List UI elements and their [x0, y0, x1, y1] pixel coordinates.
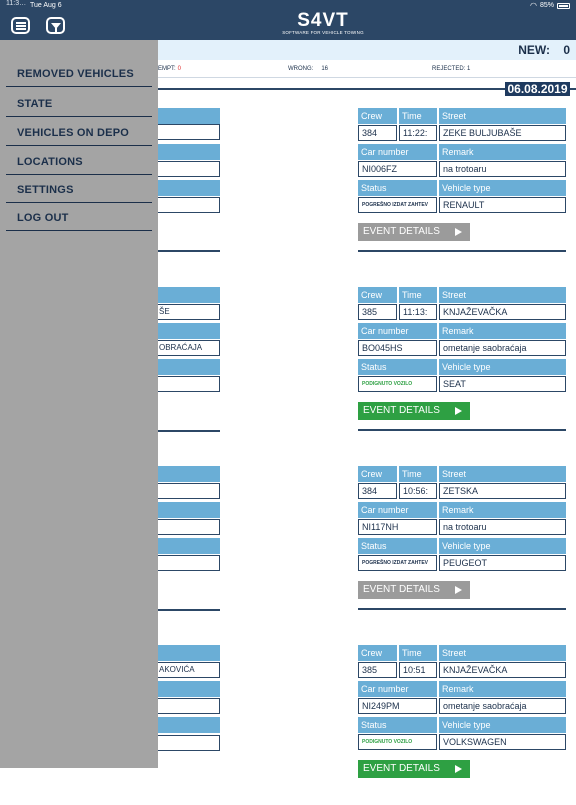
logo-title: S4VT: [297, 10, 349, 31]
car-number-value: NI117NH: [358, 519, 437, 535]
time-header: Time: [399, 466, 437, 482]
battery-icon: [557, 3, 570, 9]
remark-value: ometanje saobraćaja: [439, 340, 566, 356]
left-value: OBRAĆAJA: [150, 340, 220, 356]
street-header: Street: [439, 645, 566, 661]
status-time: 11:3…: [6, 0, 27, 7]
divider: [358, 429, 566, 431]
vehicle-type-header: Vehicle type: [439, 359, 566, 375]
left-value: ŠE: [150, 304, 220, 320]
left-value: [150, 124, 220, 140]
status-header: Status: [358, 359, 437, 375]
event-card: [358, 466, 568, 626]
event-details-label: EVENT DETAILS: [363, 584, 440, 595]
drawer-item-settings[interactable]: [6, 181, 152, 203]
play-arrow-icon: [455, 765, 462, 773]
status-value: PODIGNUTO VOZILO: [358, 734, 437, 750]
divider: [358, 250, 566, 252]
date-label: 06.08.2019: [505, 82, 570, 96]
drawer-item-removed-vehicles[interactable]: [6, 65, 152, 87]
filter-icon: [51, 23, 61, 29]
divider: [150, 250, 220, 252]
left-value: [150, 197, 220, 213]
car-number-value: NI249PM: [358, 698, 437, 714]
left-header: [150, 466, 220, 482]
hamburger-icon: [16, 22, 26, 30]
left-value: [150, 555, 220, 571]
stat-wrong: [288, 66, 328, 72]
battery-percent: 85%: [539, 2, 554, 9]
vehicle-type-header: Vehicle type: [439, 538, 566, 554]
status-date: Tue Aug 6: [30, 2, 62, 9]
remark-header: Remark: [439, 144, 566, 160]
new-count: 0: [563, 43, 570, 57]
time-header: Time: [399, 108, 437, 124]
crew-header: Crew: [358, 108, 397, 124]
left-value: [150, 161, 220, 177]
stat-wrong-label: WRONG:: [288, 66, 314, 72]
vehicle-type-header: Vehicle type: [439, 180, 566, 196]
crew-header: Crew: [358, 645, 397, 661]
left-value: [150, 735, 220, 751]
street-value: KNJAŽEVAČKA: [439, 662, 566, 678]
left-header: [150, 538, 220, 554]
remark-value: na trotoaru: [439, 161, 566, 177]
side-drawer: [0, 40, 158, 768]
left-header: [150, 144, 220, 160]
drawer-item-vehicles-on-depo[interactable]: [6, 124, 152, 146]
time-value: 11:22:: [399, 125, 437, 141]
stat-rejected-value: 1: [467, 66, 471, 72]
filter-button[interactable]: [46, 17, 65, 34]
stat-rejected: [432, 66, 470, 72]
crew-value: 385: [358, 304, 397, 320]
stat-exempt: [158, 66, 181, 72]
event-card: [358, 287, 568, 447]
play-arrow-icon: [455, 407, 462, 415]
status-header: Status: [358, 538, 437, 554]
car-number-value: BO045HS: [358, 340, 437, 356]
event-details-button[interactable]: [358, 223, 470, 241]
left-value: [150, 376, 220, 392]
left-header: [150, 681, 220, 697]
vehicle-type-value: SEAT: [439, 376, 566, 392]
street-header: Street: [439, 287, 566, 303]
street-value: ZEKE BULJUBAŠE: [439, 125, 566, 141]
left-header: [150, 323, 220, 339]
drawer-item-label: REMOVED VEHICLES: [17, 68, 134, 80]
time-header: Time: [399, 287, 437, 303]
left-value: [150, 483, 220, 499]
logo-subtitle: SOFTWARE FOR VEHICLE TOWING: [282, 30, 364, 35]
app-header: [0, 0, 576, 40]
divider: [150, 430, 220, 432]
drawer-item-state[interactable]: [6, 95, 152, 117]
event-details-label: EVENT DETAILS: [363, 763, 440, 774]
remark-value: na trotoaru: [439, 519, 566, 535]
menu-button[interactable]: [11, 17, 30, 34]
drawer-item-label: VEHICLES ON DEPO: [17, 127, 129, 139]
crew-value: 384: [358, 483, 397, 499]
car-number-header: Car number: [358, 144, 437, 160]
event-card: [358, 108, 568, 268]
status-value: POGREŠNO IZDAT ZAHTEV: [358, 197, 437, 213]
left-header: [150, 180, 220, 196]
status-header: Status: [358, 717, 437, 733]
crew-value: 385: [358, 662, 397, 678]
divider: [358, 608, 566, 610]
street-header: Street: [439, 108, 566, 124]
left-header: [150, 502, 220, 518]
time-value: 10:51: [399, 662, 437, 678]
drawer-item-label: LOCATIONS: [17, 156, 83, 168]
event-details-label: EVENT DETAILS: [363, 405, 440, 416]
left-value: [150, 698, 220, 714]
drawer-item-label: SETTINGS: [17, 184, 74, 196]
street-value: ZETSKA: [439, 483, 566, 499]
remark-header: Remark: [439, 502, 566, 518]
app-logo: [278, 12, 368, 35]
drawer-item-label: STATE: [17, 98, 53, 110]
car-number-header: Car number: [358, 502, 437, 518]
stat-wrong-value: 16: [321, 66, 329, 72]
remark-value: ometanje saobraćaja: [439, 698, 566, 714]
remark-header: Remark: [439, 681, 566, 697]
stat-rejected-label: REJECTED:: [432, 66, 466, 72]
vehicle-type-value: PEUGEOT: [439, 555, 566, 571]
left-header: [150, 108, 220, 124]
event-card: [358, 645, 568, 805]
left-header: [150, 359, 220, 375]
street-value: KNJAŽEVAČKA: [439, 304, 566, 320]
remark-header: Remark: [439, 323, 566, 339]
divider: [150, 609, 220, 611]
wifi-icon: ◠: [530, 0, 537, 10]
status-value: PODIGNUTO VOZILO: [358, 376, 437, 392]
street-header: Street: [439, 466, 566, 482]
left-value: [150, 519, 220, 535]
status-indicators: [530, 2, 570, 9]
event-details-label: EVENT DETAILS: [363, 226, 440, 237]
time-value: 11:13:: [399, 304, 437, 320]
time-header: Time: [399, 645, 437, 661]
drawer-item-log-out[interactable]: [6, 209, 152, 231]
new-label: NEW:: [518, 43, 550, 57]
left-value: AKOVIĆA: [150, 662, 220, 678]
crew-value: 384: [358, 125, 397, 141]
drawer-item-locations[interactable]: [6, 153, 152, 175]
stat-exempt-value: 0: [177, 66, 182, 72]
stat-exempt-label: EMPT:: [158, 66, 176, 72]
vehicle-type-header: Vehicle type: [439, 717, 566, 733]
car-number-value: NI006FZ: [358, 161, 437, 177]
play-arrow-icon: [455, 586, 462, 594]
event-details-button[interactable]: [358, 402, 470, 420]
crew-header: Crew: [358, 287, 397, 303]
event-details-button[interactable]: [358, 581, 470, 599]
left-header: [150, 287, 220, 303]
left-header: [150, 717, 220, 733]
event-details-button[interactable]: [358, 760, 470, 778]
drawer-item-label: LOG OUT: [17, 212, 69, 224]
car-number-header: Car number: [358, 323, 437, 339]
status-value: POGREŠNO IZDAT ZAHTEV: [358, 555, 437, 571]
play-arrow-icon: [455, 228, 462, 236]
vehicle-type-value: RENAULT: [439, 197, 566, 213]
status-header: Status: [358, 180, 437, 196]
vehicle-type-value: VOLKSWAGEN: [439, 734, 566, 750]
car-number-header: Car number: [358, 681, 437, 697]
crew-header: Crew: [358, 466, 397, 482]
left-header: [150, 645, 220, 661]
time-value: 10:56:: [399, 483, 437, 499]
